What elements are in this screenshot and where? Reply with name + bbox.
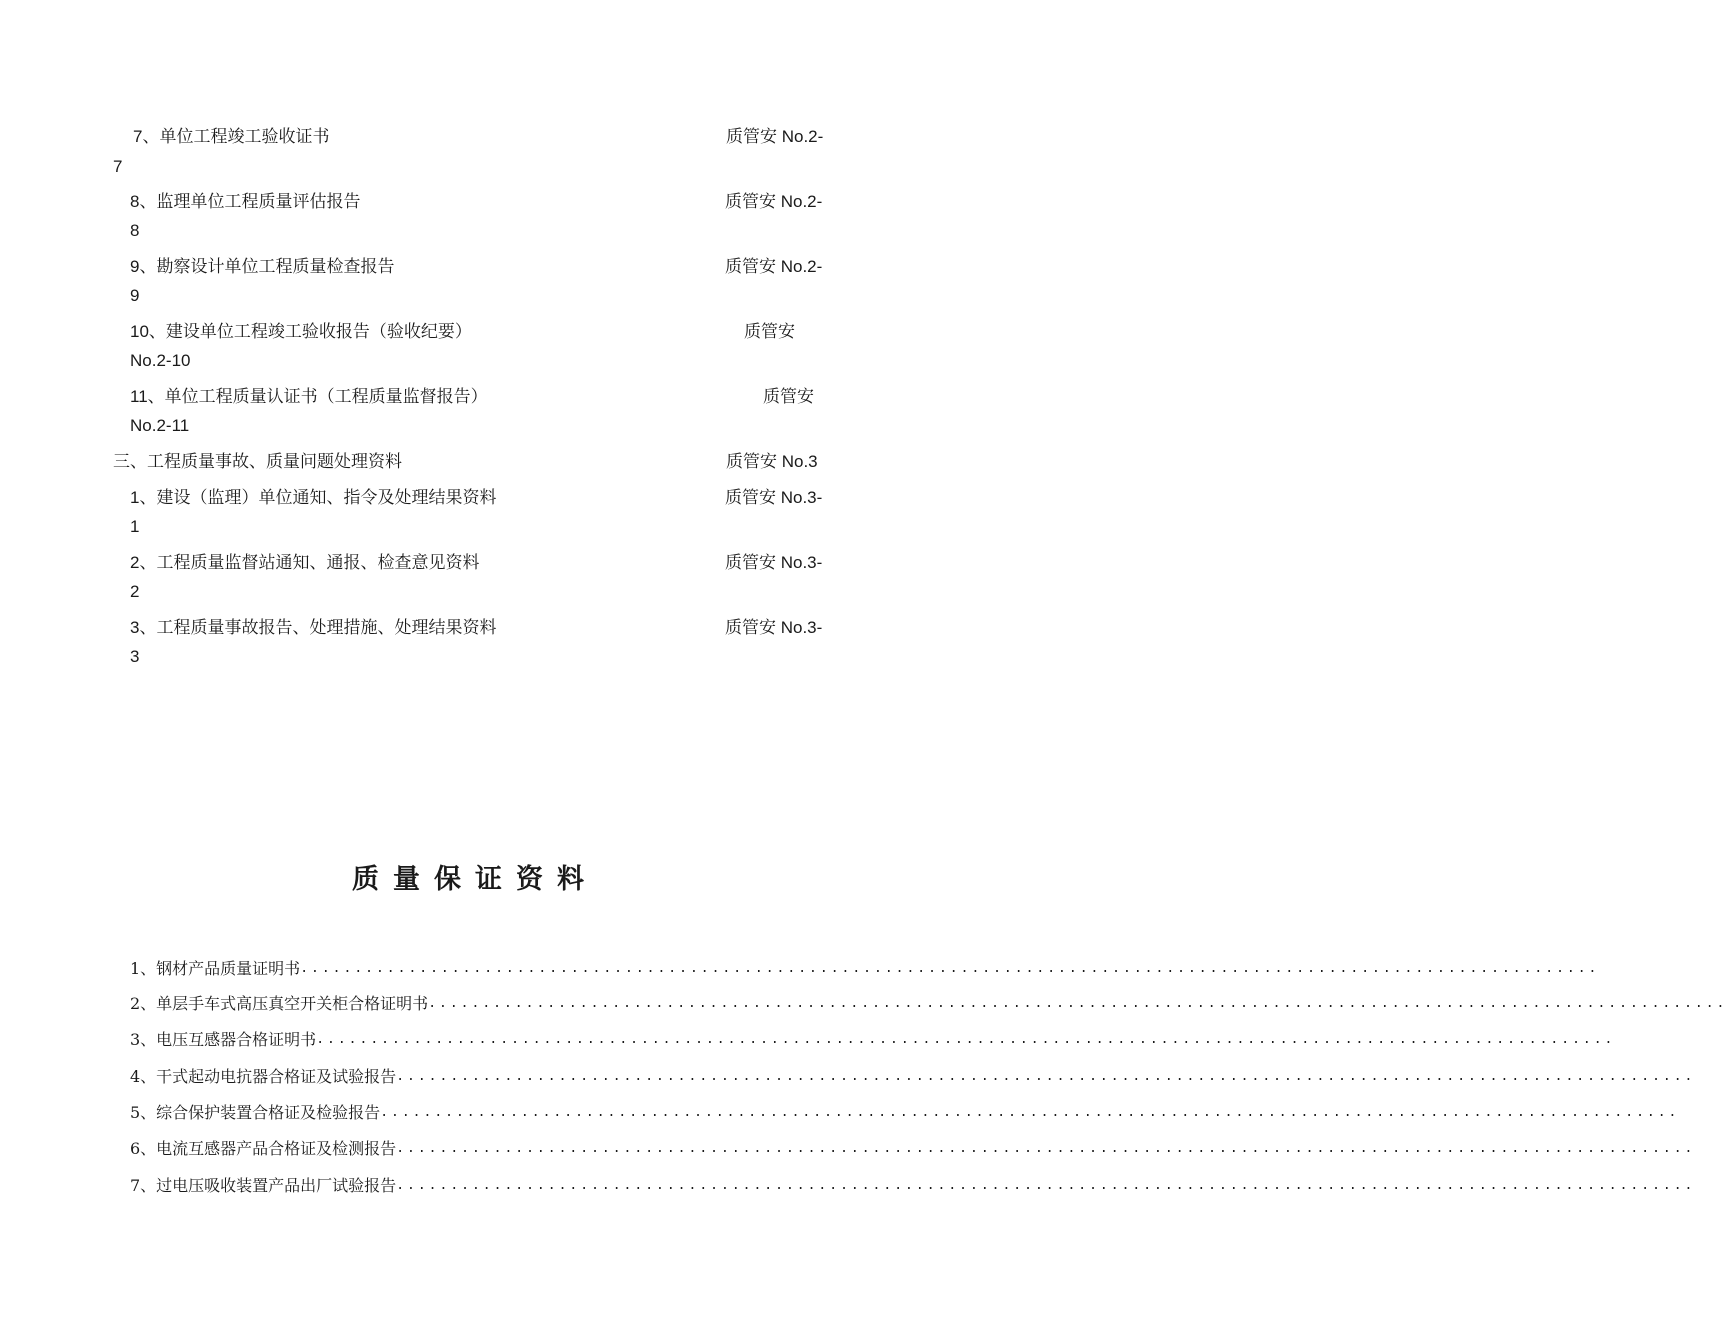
index-section-3-heading: 三、工程质量事故、质量问题处理资料 xyxy=(113,452,402,471)
dot-leader: ........................................................................................................................ xyxy=(396,1178,1696,1193)
index-item-8: 8、监理单位工程质量评估报告 xyxy=(130,192,361,211)
dot-leader: ........................................................................................................................ xyxy=(380,1105,1680,1120)
index-code-continuation: 8 xyxy=(130,221,140,240)
section-title: 质量保证资料 xyxy=(352,864,598,895)
toc-item-label: 4、干式起动电抗器合格证及试验报告 xyxy=(130,1067,397,1086)
index-code: 质管安 No.3- xyxy=(725,553,823,572)
index-code-continuation: 7 xyxy=(113,157,123,176)
index-code: 质管安 No.3- xyxy=(725,488,823,507)
index-code: 质管安 No.2- xyxy=(726,127,824,146)
toc-item xyxy=(130,1027,1616,1051)
toc-item-label: 3、电压互感器合格证明书 xyxy=(130,1030,317,1049)
index-code-continuation: No.2-11 xyxy=(130,416,190,435)
toc-item xyxy=(130,991,1727,1015)
index-code-continuation: No.2-10 xyxy=(130,351,191,370)
index-code-continuation: 2 xyxy=(130,582,140,601)
index-item-3-2: 2、工程质量监督站通知、通报、检查意见资料 xyxy=(130,553,480,572)
index-code: 质管安 No.3- xyxy=(725,618,823,637)
dot-leader: ........................................................................................................................ xyxy=(316,1032,1616,1047)
dot-leader: ........................................................................................................................ xyxy=(396,1069,1696,1084)
index-code-continuation: 1 xyxy=(130,517,140,536)
toc-item xyxy=(130,1064,1696,1088)
index-code: 质管安 xyxy=(744,322,795,341)
index-code: 质管安 No.2- xyxy=(725,257,823,276)
toc-item-label: 7、过电压吸收装置产品出厂试验报告 xyxy=(130,1176,397,1195)
index-item-10: 10、建设单位工程竣工验收报告（验收纪要） xyxy=(130,322,472,341)
dot-leader: ........................................................................................................................ xyxy=(428,996,1727,1011)
dot-leader: ........................................................................................................................ xyxy=(396,1141,1696,1156)
index-item-9: 9、勘察设计单位工程质量检查报告 xyxy=(130,257,395,276)
toc-item-label: 1、钢材产品质量证明书 xyxy=(130,959,301,978)
toc-item-label: 6、电流互感器产品合格证及检测报告 xyxy=(130,1139,397,1158)
index-item-3-1: 1、建设（监理）单位通知、指令及处理结果资料 xyxy=(130,488,497,507)
toc-item xyxy=(130,1136,1696,1160)
index-code: 质管安 No.2- xyxy=(725,192,823,211)
index-code-continuation: 9 xyxy=(130,286,140,305)
index-item-11: 11、单位工程质量认证书（工程质量监督报告） xyxy=(130,387,488,406)
index-item-7: 7、单位工程竣工验收证书 xyxy=(133,127,330,146)
index-code-continuation: 3 xyxy=(130,647,140,666)
toc-item-label: 2、单层手车式高压真空开关柜合格证明书 xyxy=(130,994,429,1013)
dot-leader: ........................................................................................................................ xyxy=(300,961,1600,976)
toc-item-label: 5、综合保护装置合格证及检验报告 xyxy=(130,1103,381,1122)
index-code: 质管安 xyxy=(763,387,814,406)
toc-item xyxy=(130,1173,1696,1197)
toc-item xyxy=(130,1100,1680,1124)
index-code: 质管安 No.3 xyxy=(726,452,818,471)
toc-item xyxy=(130,956,1600,980)
index-item-3-3: 3、工程质量事故报告、处理措施、处理结果资料 xyxy=(130,618,497,637)
